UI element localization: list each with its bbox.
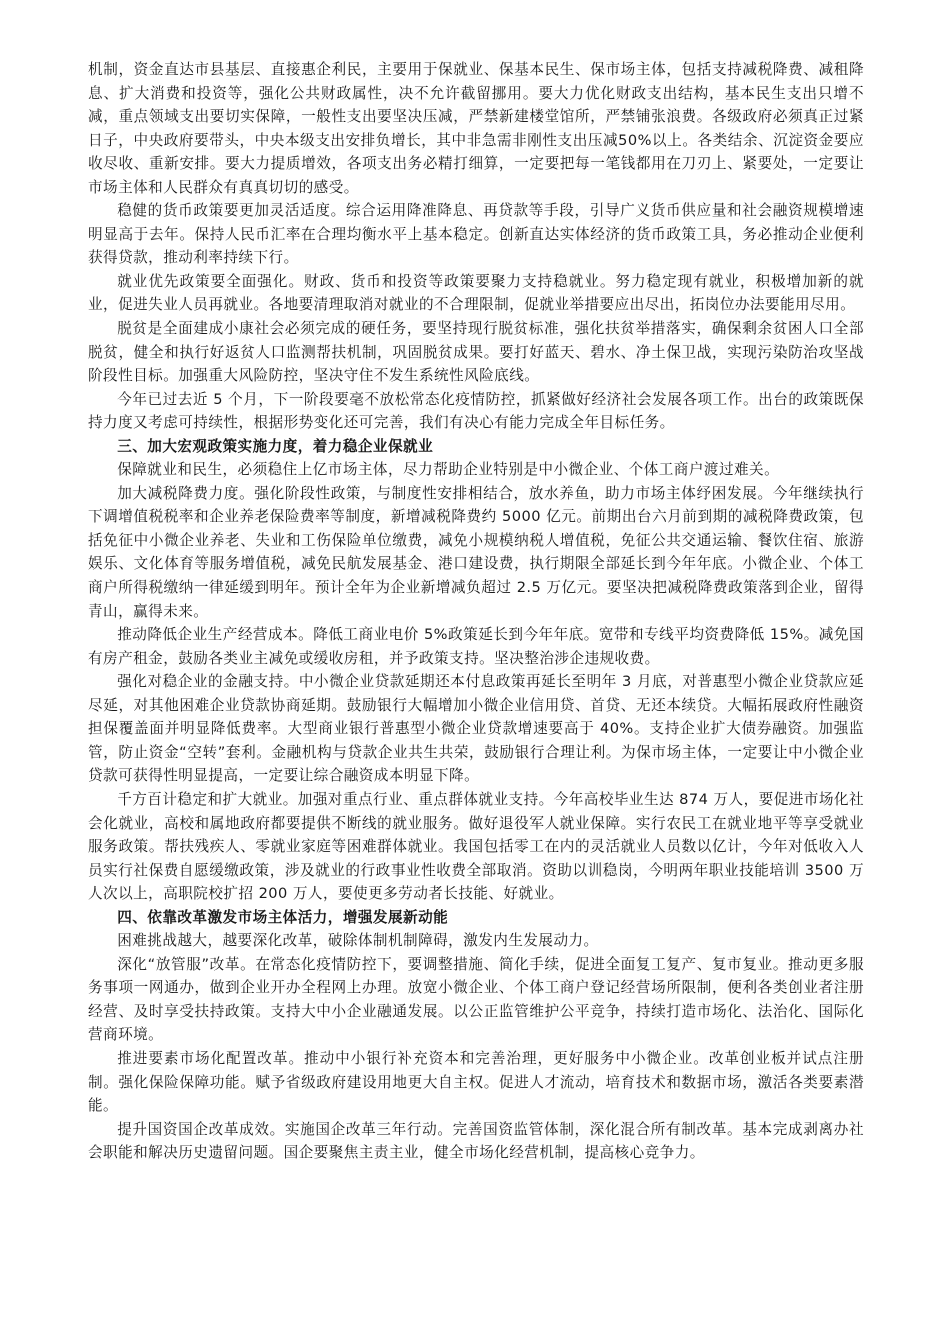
body-paragraph: 深化“放管服”改革。在常态化疫情防控下，要调整措施、简化手续，促进全面复工复产、复市复业。推动更多服务事项一网通办，做到企业开办全程网上办理。放宽小微企业、个体工商户登记经营场所限制，便利各类创业者注册经营、及时享受扶持政策。支持大中小企业融通发展。以公正监管维护公平竞争，持续打造市场化、法治化、国际化营商环境。 <box>88 955 864 1044</box>
body-paragraph: 强化对稳企业的金融支持。中小微企业贷款延期还本付息政策再延长至明年 3 月底，对普惠型小微企业贷款应延尽延，对其他困难企业贷款协商延期。鼓励银行大幅增加小微企业信用贷、首贷、无还本续贷。大幅拓展政府性融资担保覆盖面并明显降低费率。大型商业银行普惠型小微企业贷款增速要高于 40%。支持企业扩大债券融资。加强监管，防止资金“空转”套利。金融机构与贷款企业共生共荣，鼓励银行合理让利。为保市场主体，一定要让中小微企业贷款可获得性明显提高，一定要让综合融资成本明显下降。 <box>88 673 864 785</box>
body-paragraph: 千方百计稳定和扩大就业。加强对重点行业、重点群体就业支持。今年高校毕业生达 874 万人，要促进市场化社会化就业，高校和属地政府都要提供不断线的就业服务。做好退役军人就业保障。实行农民工在就业地平等享受就业服务政策。帮扶残疾人、零就业家庭等困难群体就业。我国包括零工在内的灵活就业人员数以亿计，今年对低收入人员实行社保费自愿缓缴政策，涉及就业的行政事业性收费全部取消。资助以训稳岗，今明两年职业技能培训 3500 万人次以上，高职院校扩招 200 万人，要使更多劳动者长技能、好就业。 <box>88 790 864 903</box>
body-paragraph: 稳健的货币政策要更加灵活适度。综合运用降准降息、再贷款等手段，引导广义货币供应量和社会融资规模增速明显高于去年。保持人民币汇率在合理均衡水平上基本稳定。创新直达实体经济的货币政策工具，务必推动企业便利获得贷款，推动利率持续下行。 <box>88 202 864 267</box>
body-paragraph: 推进要素市场化配置改革。推动中小银行补充资本和完善治理，更好服务中小微企业。改革创业板并试点注册制。强化保险保障功能。赋予省级政府建设用地更大自主权。促进人才流动，培育技术和数据市场，激活各类要素潜能。 <box>88 1049 864 1115</box>
section-heading: 四、依靠改革激发市场主体活力，增强发展新动能 <box>117 908 449 926</box>
body-paragraph: 加大减税降费力度。强化阶段性政策，与制度性安排相结合，放水养鱼，助力市场主体纾困发展。今年继续执行下调增值税税率和企业养老保险费率等制度，新增减税降费约 5000 亿元。前期出台六月前到期的减税降费政策，包括免征中小微企业养老、失业和工伤保险单位缴费，减免小规模纳税人增值税，免征公共交通运输、餐饮住宿、旅游娱乐、文化体育等服务增值税，减免民航发展基金、港口建设费，执行期限全部延长到今年年底。小微企业、个体工商户所得税缴纳一律延缓到明年。预计全年为企业新增减负超过 2.5 万亿元。要坚决把减税降费政策落到企业，留得青山，赢得未来。 <box>88 484 864 620</box>
section-heading: 三、加大宏观政策实施力度，着力稳企业保就业 <box>117 437 434 455</box>
body-paragraph: 困难挑战越大，越要深化改革，破除体制机制障碍，激发内生发展动力。 <box>117 932 599 950</box>
body-paragraph: 保障就业和民生，必须稳住上亿市场主体，尽力帮助企业特别是中小微企业、个体工商户渡过难关。 <box>117 461 780 479</box>
body-paragraph: 今年已过去近 5 个月，下一阶段要毫不放松常态化疫情防控，抓紧做好经济社会发展各项工作。出台的政策既保持力度又考虑可持续性，根据形势变化还可完善，我们有决心有能力完成全年目标任务。 <box>88 390 864 432</box>
body-paragraph: 就业优先政策要全面强化。财政、货币和投资等政策要聚力支持稳就业。努力稳定现有就业，积极增加新的就业，促进失业人员再就业。各地要清理取消对就业的不合理限制，促就业举措要应出尽出，拓岗位办法要能用尽用。 <box>88 272 864 314</box>
body-paragraph: 推动降低企业生产经营成本。降低工商业电价 5%政策延长到今年年底。宽带和专线平均资费降低 15%。减免国有房产租金，鼓励各类业主减免或缓收房租，并予政策支持。坚决整治涉企违规收费。 <box>88 626 864 667</box>
body-paragraph: 机制，资金直达市县基层、直接惠企利民，主要用于保就业、保基本民生、保市场主体，包括支持减税降费、减租降息、扩大消费和投资等，强化公共财政属性，决不允许截留挪用。要大力优化财政支出结构，基本民生支出只增不减，重点领域支出要切实保障，一般性支出要坚决压减，严禁新建楼堂馆所，严禁铺张浪费。各级政府必须真正过紧日子，中央政府要带头，中央本级支出安排负增长，其中非急需非刚性支出压减50%以上。各类结余、沉淀资金要应收尽收、重新安排。要大力提质增效，各项支出务必精打细算，一定要把每一笔钱都用在刀刃上、紧要处，一定要让市场主体和人民群众有真真切切的感受。 <box>88 61 864 196</box>
body-paragraph: 提升国资国企改革成效。实施国企改革三年行动。完善国资监管体制，深化混合所有制改革。基本完成剥离办社会职能和解决历史遗留问题。国企要聚焦主责主业，健全市场化经营机制，提高核心竞争力。 <box>88 1120 864 1162</box>
body-paragraph: 脱贫是全面建成小康社会必须完成的硬任务，要坚持现行脱贫标准，强化扶贫举措落实，确保剩余贫困人口全部脱贫，健全和执行好返贫人口监测帮扶机制，巩固脱贫成果。要打好蓝天、碧水、净土保卫战，实现污染防治攻坚战阶段性目标。加强重大风险防控，坚决守住不发生系统性风险底线。 <box>88 320 864 385</box>
